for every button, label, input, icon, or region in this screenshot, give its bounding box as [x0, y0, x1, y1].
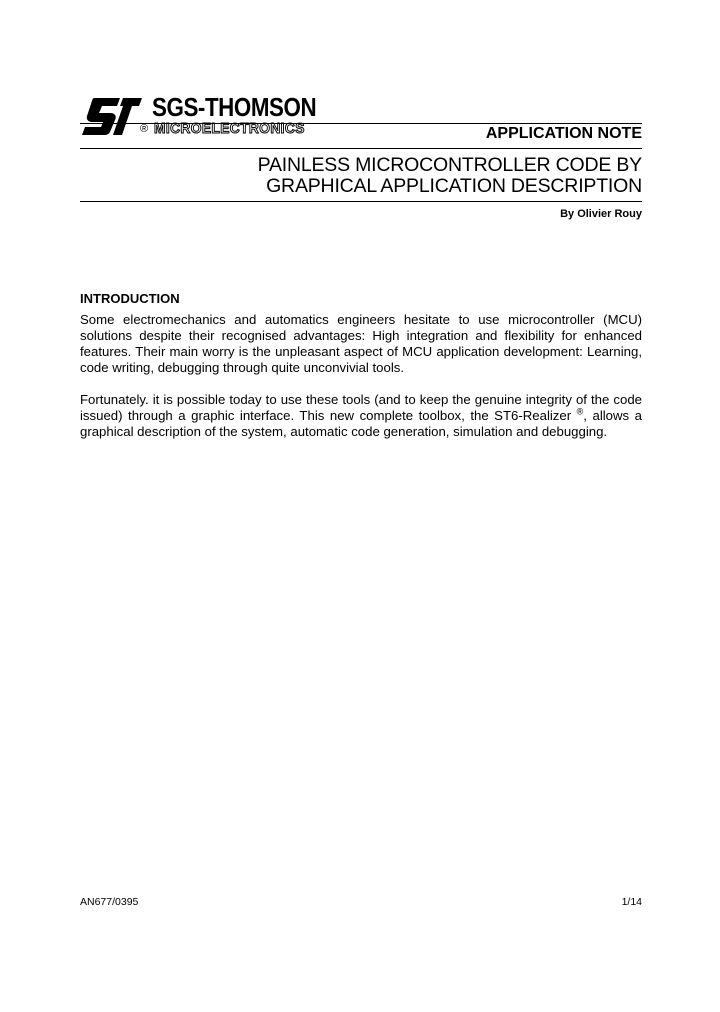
document-type: APPLICATION NOTE	[485, 125, 642, 142]
footer-document-code: AN677/0395	[80, 896, 139, 908]
document-title	[258, 155, 642, 197]
document-author: By Olivier Rouy	[560, 208, 642, 220]
logo-brand-name: SGS-THOMSON	[152, 92, 317, 122]
intro-paragraph-1: Some electromechanics and automatics engineers hesitate to use microcontroller (MCU) solutions despite their recognised advantages: High integration and flexibility for enhanced features. Their main worry is the unpleasant aspect of MCU application development: Learning, code writing, debugging through quite unconvivial tools.	[80, 312, 642, 375]
intro-paragraph-2-end: , allows a graphical description of the system, automatic code generation, simulation and debugging.	[80, 408, 642, 439]
intro-paragraph-2-text: Fortunately. it is possible today to use these tools (and to keep the genuine integrity of the code issued) through a graphic interface. This new complete toolbox, the ST6-Realizer	[80, 392, 642, 423]
intro-paragraph-2	[80, 392, 642, 440]
header-rule-middle	[80, 148, 642, 149]
company-logo	[80, 94, 370, 140]
st-logo-icon	[80, 96, 142, 136]
header-rule-top	[80, 123, 642, 124]
trademark-mark: ®	[576, 406, 584, 417]
logo-division-name: MICROELECTRONICS	[154, 120, 306, 137]
document-title-line-2: GRAPHICAL APPLICATION DESCRIPTION	[266, 175, 642, 197]
section-heading-introduction: INTRODUCTION	[80, 291, 180, 306]
logo-registered-mark: ®	[140, 123, 149, 136]
document-title-line-1: PAINLESS MICROCONTROLLER CODE BY	[257, 154, 642, 176]
header-rule-bottom	[80, 201, 642, 202]
footer-page-number: 1/14	[621, 896, 642, 908]
